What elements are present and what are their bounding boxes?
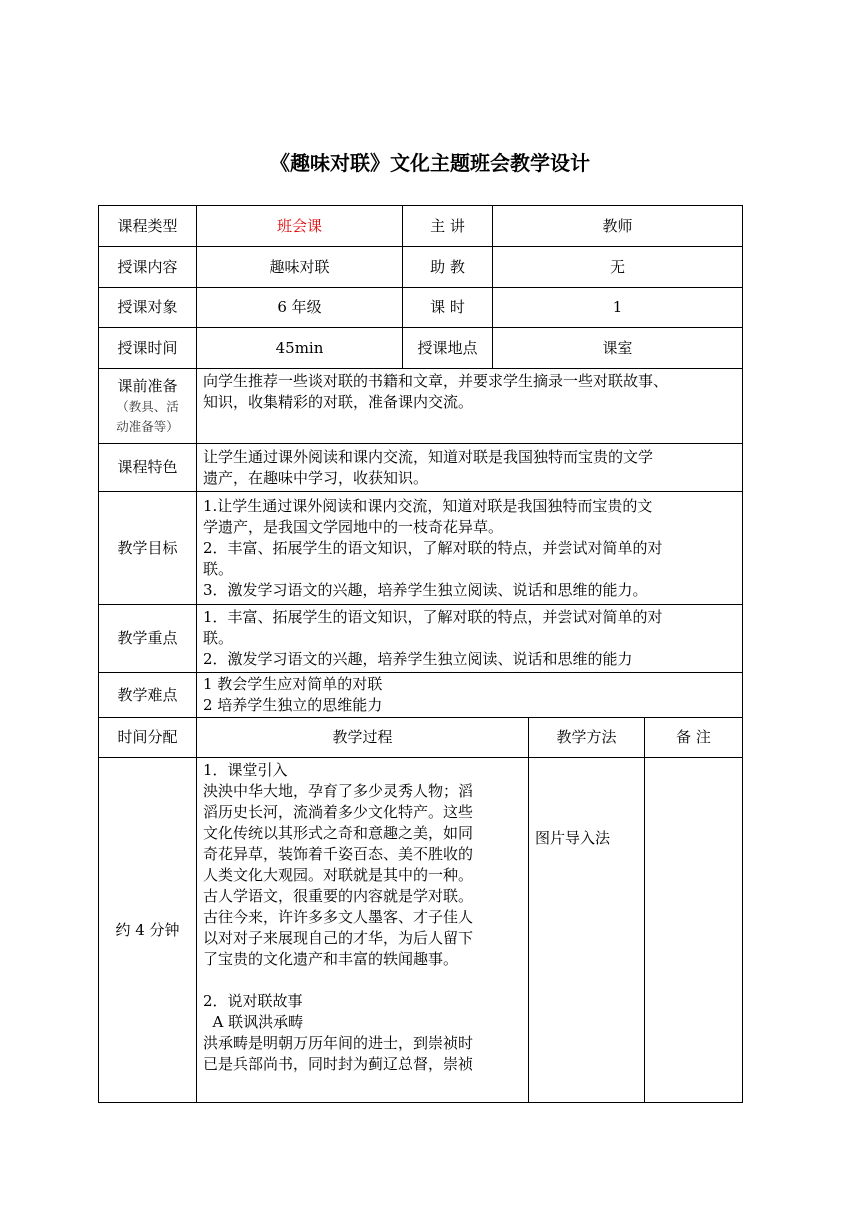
process-line-14: 洪承畴是明朝万历年间的进士，到崇祯时: [203, 1034, 474, 1052]
content-label: 授课内容: [99, 247, 197, 288]
process-method: 图片导入法: [529, 758, 645, 1103]
prep-sublabel-1: （教具、活: [116, 398, 179, 414]
goals-line-5: 3．激发学习语文的兴趣，培养学生独立阅读、说话和思维的能力。: [203, 580, 648, 599]
table-row-prep: [99, 369, 743, 444]
prep-label-cell: [99, 369, 197, 444]
process-line-2: 泱泱中华大地，孕育了多少灵秀人物；滔: [203, 782, 474, 800]
course-type-label: 课程类型: [99, 206, 197, 247]
difficulties-content: [197, 673, 743, 718]
header-notes: 备 注: [645, 718, 743, 758]
process-line-8: 古往今来，许许多多文人墨客、才子佳人: [203, 908, 474, 926]
goals-line-1: 1.让学生通过课外阅读和课内交流，知道对联是我国独特而宝贵的文: [203, 496, 653, 515]
process-line-7: 古人学语文，很重要的内容就是学对联。: [203, 887, 474, 905]
process-line-12: 2．说对联故事: [203, 992, 303, 1010]
features-line-2: 遗产，在趣味中学习，收获知识。: [203, 468, 429, 487]
hours-value: 1: [493, 288, 743, 328]
goals-line-3: 2．丰富、拓展学生的语文知识，了解对联的特点，并尝试对简单的对: [203, 538, 663, 557]
difficulties-label: 教学难点: [99, 673, 197, 718]
table-row-difficulties: [99, 673, 743, 718]
prep-line-2: 知识，收集精彩的对联，准备课内交流。: [203, 393, 474, 411]
process-content: [197, 758, 529, 1103]
table-row-goals: [99, 492, 743, 605]
header-method: 教学方法: [529, 718, 645, 758]
process-line-9: 以对对子来展现自己的才华，为后人留下: [203, 929, 474, 947]
content-value: 趣味对联: [197, 247, 403, 288]
table-row-key-points: [99, 605, 743, 673]
assistant-label: 助 教: [403, 247, 493, 288]
process-line-4: 文化传统以其形式之奇和意趣之美，如同: [203, 824, 474, 842]
prep-label: 课前准备: [117, 376, 178, 395]
goals-line-2: 学遗产，是我国文学园地中的一枝奇花异草。: [203, 517, 504, 536]
process-notes: [645, 758, 743, 1103]
time-label: 授课时间: [99, 328, 197, 369]
key-points-label: 教学重点: [99, 605, 197, 673]
prep-line-1: 向学生推荐一些谈对联的书籍和文章，并要求学生摘录一些对联故事、: [203, 372, 669, 390]
header-time: 时间分配: [99, 718, 197, 758]
process-line-13: A 联讽洪承畴: [203, 1013, 304, 1031]
process-time: 约 4 分钟: [99, 758, 197, 1103]
lecturer-label: 主 讲: [403, 206, 493, 247]
location-value: 课室: [493, 328, 743, 369]
location-label: 授课地点: [403, 328, 493, 369]
table-row-process-intro: [99, 758, 743, 1103]
goals-content: [197, 492, 743, 605]
page-title: 《趣味对联》文化主题班会教学设计: [270, 151, 590, 175]
process-line-15: 已是兵部尚书，同时封为蓟辽总督，崇祯: [203, 1055, 474, 1073]
features-label: 课程特色: [99, 444, 197, 492]
difficulties-line-1: 1 教会学生应对简单的对联: [203, 675, 383, 693]
process-line-11: [203, 970, 522, 991]
table-row-features: [99, 444, 743, 492]
assistant-value: 无: [493, 247, 743, 288]
table-row-process-header: [99, 718, 743, 758]
features-content: [197, 444, 743, 492]
process-line-3: 滔历史长河，流淌着多少文化特产。这些: [203, 803, 474, 821]
process-line-10: 了宝贵的文化遗产和丰富的轶闻趣事。: [203, 950, 459, 968]
lesson-plan-table: [98, 205, 743, 1103]
process-line-5: 奇花异草，装饰着千姿百态、美不胜收的: [203, 845, 474, 863]
course-type-value: 班会课: [197, 206, 403, 247]
key-points-content: [197, 605, 743, 673]
table-row-course-type: [99, 206, 743, 247]
lecturer-value: 教师: [493, 206, 743, 247]
key-points-line-2: 联。: [203, 629, 234, 647]
time-value: 45min: [197, 328, 403, 369]
table-row-content: [99, 247, 743, 288]
hours-label: 课 时: [403, 288, 493, 328]
difficulties-line-2: 2 培养学生独立的思维能力: [203, 696, 383, 714]
goals-line-4: 联。: [203, 559, 234, 578]
prep-sublabel-2: 动准备等）: [116, 418, 179, 434]
key-points-line-3: 2．激发学习语文的兴趣，培养学生独立阅读、说话和思维的能力: [203, 650, 633, 668]
prep-content: [197, 369, 743, 444]
process-line-1: 1．课堂引入: [203, 761, 288, 779]
features-line-1: 让学生通过课外阅读和课内交流，知道对联是我国独特而宝贵的文学: [203, 447, 654, 466]
key-points-line-1: 1．丰富、拓展学生的语文知识，了解对联的特点，并尝试对简单的对: [203, 608, 663, 626]
target-value: 6 年级: [197, 288, 403, 328]
process-line-6: 人类文化大观园。对联就是其中的一种。: [203, 866, 474, 884]
header-process: 教学过程: [197, 718, 529, 758]
target-label: 授课对象: [99, 288, 197, 328]
table-row-target: [99, 288, 743, 328]
table-row-time: [99, 328, 743, 369]
goals-label: 教学目标: [99, 492, 197, 605]
